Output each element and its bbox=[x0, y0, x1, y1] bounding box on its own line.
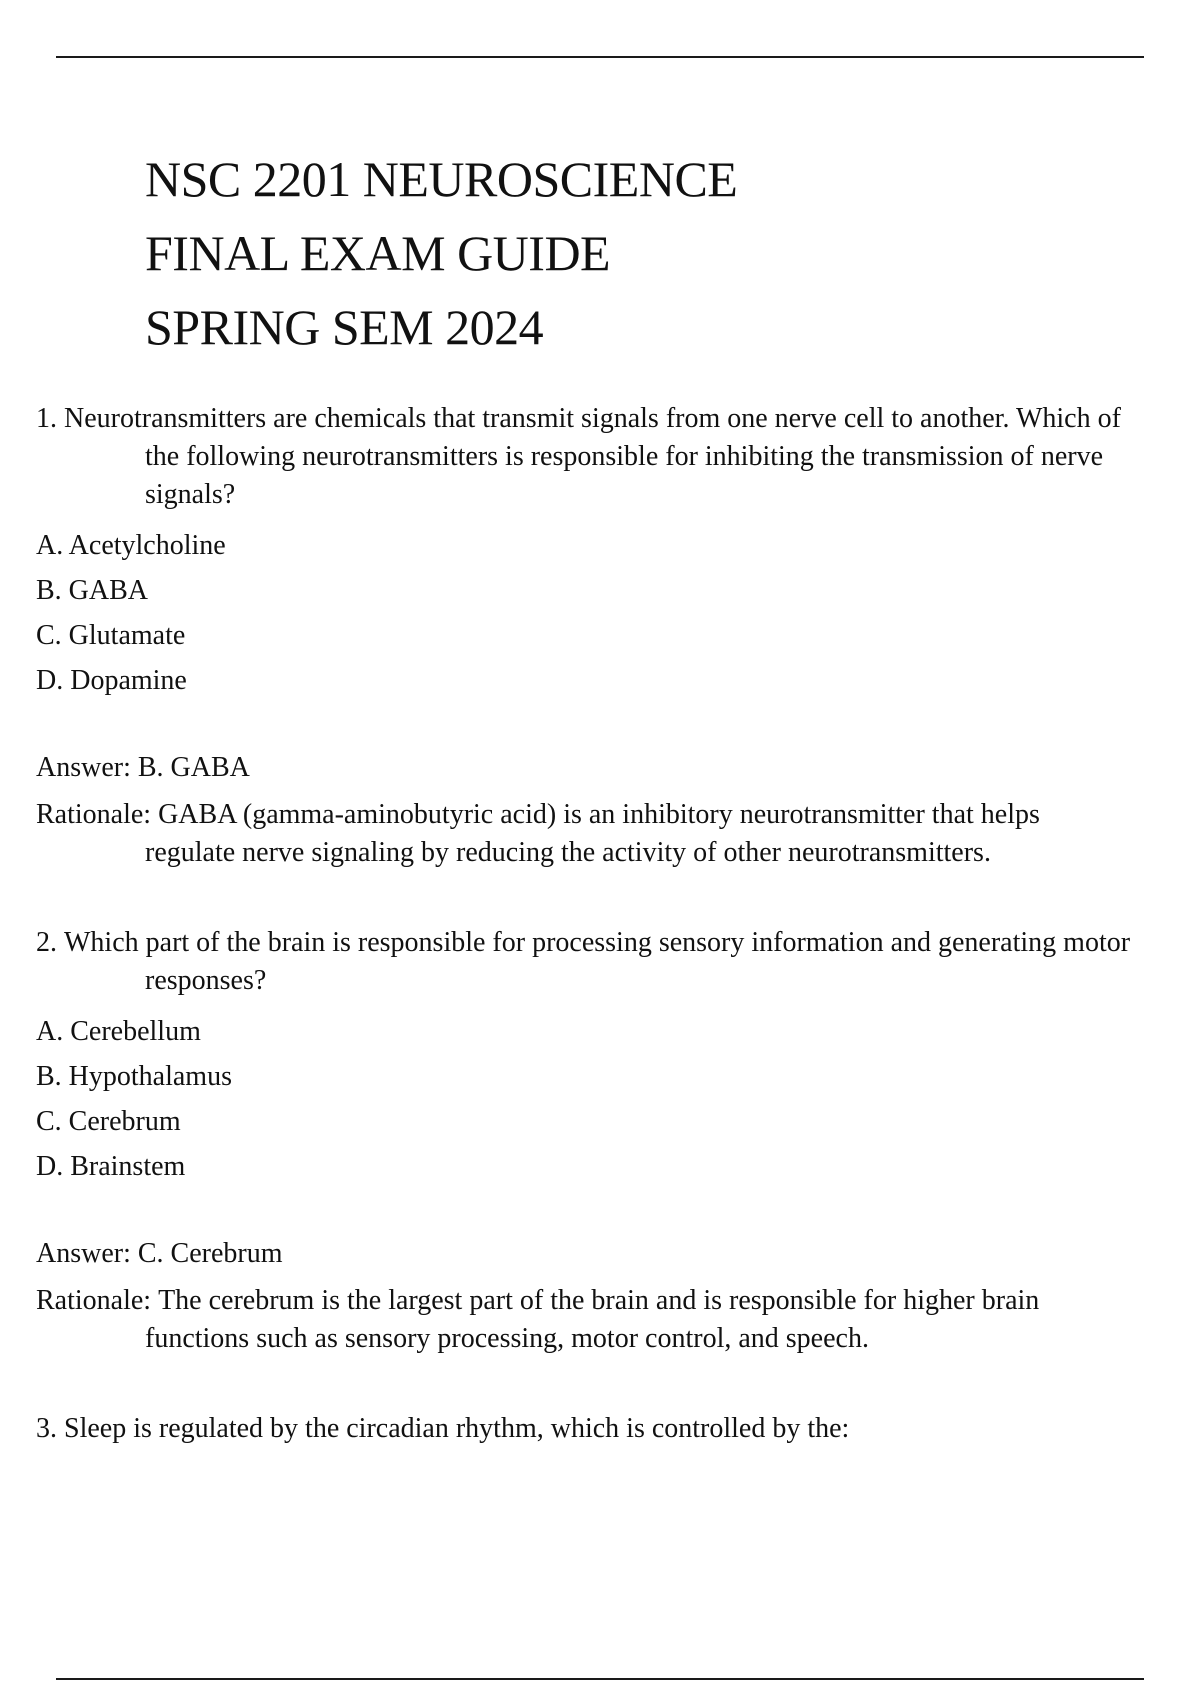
rationale-text: GABA (gamma-aminobutyric acid) is an inhibitory neurotransmitter that helps regulate nerve signaling by reducing the activity of other neurotransmitters. bbox=[145, 799, 1040, 868]
question-3 bbox=[36, 1410, 1136, 1448]
question-1 bbox=[36, 400, 1136, 514]
exam-content bbox=[36, 400, 1136, 1457]
rationale-text: The cerebrum is the largest part of the brain and is responsible for higher brain functions such as sensory processing, motor control, and speech. bbox=[145, 1285, 1040, 1354]
rationale-1 bbox=[36, 796, 1136, 872]
option-d: D. Dopamine bbox=[36, 665, 187, 696]
title-line-course: NSC 2201 NEUROSCIENCE bbox=[145, 151, 738, 207]
rationale-2 bbox=[36, 1282, 1136, 1358]
question-block-3 bbox=[36, 1410, 1136, 1448]
answer-1 bbox=[36, 749, 1136, 787]
title-line-guide: FINAL EXAM GUIDE bbox=[145, 225, 611, 281]
answer-value: B. GABA bbox=[137, 752, 250, 783]
title-line-semester: SPRING SEM 2024 bbox=[145, 299, 544, 355]
rationale-label: Rationale: bbox=[36, 1285, 152, 1316]
answer-label: Answer: bbox=[36, 1238, 131, 1269]
option-b: B. GABA bbox=[36, 575, 149, 606]
option-c: C. Cerebrum bbox=[36, 1106, 181, 1137]
option-c: C. Glutamate bbox=[36, 620, 186, 651]
question-text: Sleep is regulated by the circadian rhythm, which is controlled by the: bbox=[64, 1413, 850, 1444]
footer-rule bbox=[56, 1678, 1144, 1680]
question-2 bbox=[36, 924, 1136, 1000]
question-number: 1. bbox=[36, 403, 57, 434]
option-a: A. Acetylcholine bbox=[36, 530, 226, 561]
question-text: Which part of the brain is responsible for processing sensory information and generating motor responses? bbox=[64, 927, 1131, 996]
question-text: Neurotransmitters are chemicals that transmit signals from one nerve cell to another. Which of the following neurotransmitters is responsible for inhibiting the transmission of nerve signals? bbox=[64, 403, 1121, 510]
header-rule bbox=[56, 56, 1144, 58]
answer-2 bbox=[36, 1235, 1136, 1273]
option-b: B. Hypothalamus bbox=[36, 1061, 232, 1092]
option-a: A. Cerebellum bbox=[36, 1016, 201, 1047]
answer-value: C. Cerebrum bbox=[137, 1238, 283, 1269]
rationale-label: Rationale: bbox=[36, 799, 152, 830]
question-block-1 bbox=[36, 400, 1136, 872]
question-block-2 bbox=[36, 924, 1136, 1358]
question-number: 2. bbox=[36, 927, 57, 958]
document-title bbox=[145, 142, 737, 364]
question-number: 3. bbox=[36, 1413, 57, 1444]
option-d: D. Brainstem bbox=[36, 1151, 186, 1182]
answer-label: Answer: bbox=[36, 752, 131, 783]
